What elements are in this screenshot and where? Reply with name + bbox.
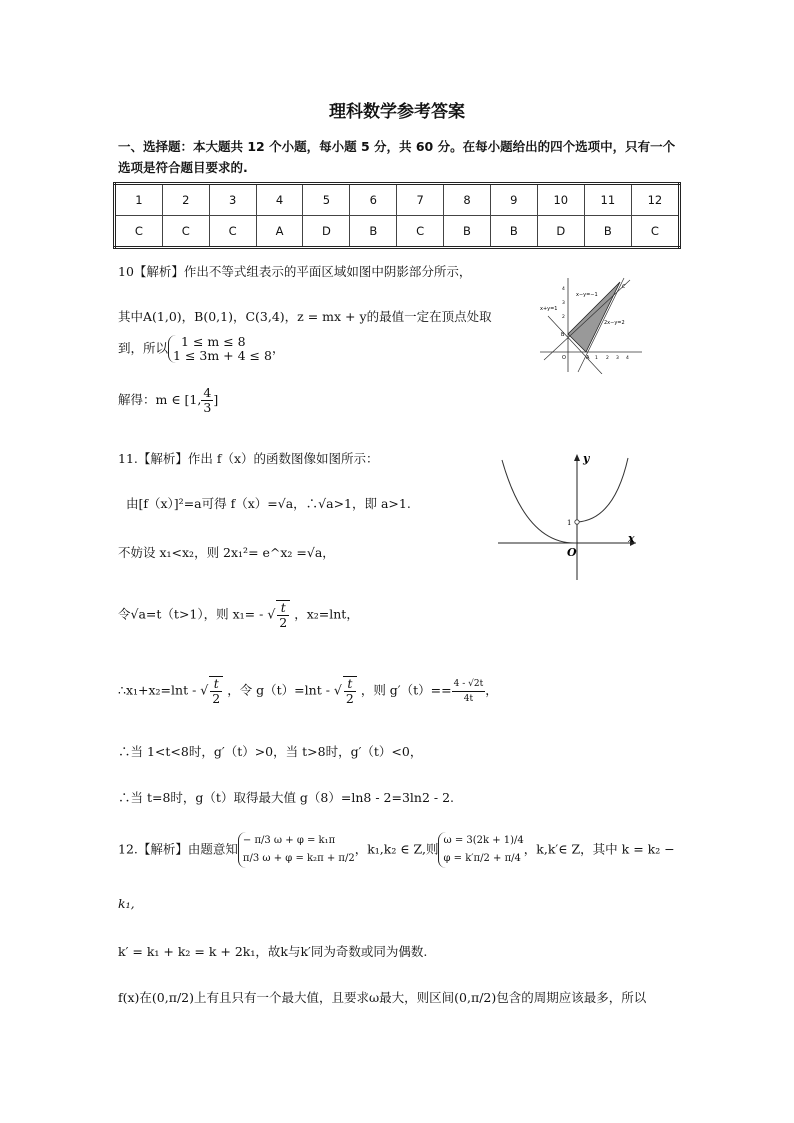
q11-line1: 11.【解析】作出 f（x）的函数图像如图所示：: [118, 451, 379, 466]
question-number-cell: 9: [490, 184, 537, 216]
q12-mid: ，k₁,k₂ ∈ Z,则: [354, 841, 439, 857]
q10-sol-prefix: 解得：m ∈ [1,: [118, 392, 202, 407]
q12-suffix: ，k,k′∈ Z，其中 k = k₂ −: [523, 841, 675, 857]
q10-fig-label-8: 2: [606, 356, 609, 361]
q12-eq3: ω = 3(2k + 1)/4: [443, 835, 524, 846]
q11-fig-y-arrow: [574, 454, 580, 461]
q11-line5: [118, 676, 498, 706]
answer-cell: B: [350, 216, 397, 248]
q12-eq4: φ = k′π/2 + π/4: [443, 853, 521, 864]
q10-sol-fraction: [201, 386, 213, 415]
q11-derivative-fraction: [452, 677, 486, 706]
q11-fig-open-point: [575, 520, 579, 524]
q11-sqrt-num: t: [277, 601, 289, 616]
q10-fig-label-1: x−y=−1: [576, 292, 598, 298]
q11-sqrt-b-den: 2: [345, 691, 354, 706]
q11-line4-prefix: 令√a=t（t>1），则 x₁= -: [118, 606, 264, 622]
q10-sol-den: 3: [203, 400, 212, 415]
q11-line5-suffix: ，则 g′（t）==: [360, 682, 452, 698]
question-number-cell: 2: [162, 184, 209, 216]
answer-cell: C: [397, 216, 444, 248]
question-number-cell: 3: [209, 184, 256, 216]
answer-cell: D: [303, 216, 350, 248]
q11-sqrt-a-num: t: [210, 677, 222, 692]
answer-cell: D: [537, 216, 584, 248]
q12-eq1: − π/3 ω + φ = k₁π: [242, 835, 336, 846]
q11-line6: ∴当 1<t<8时，g′（t）>0，当 t>8时，g′（t）<0，: [118, 744, 423, 759]
q11-line7: ∴当 t=8时，g（t）取得最大值 g（8）=ln8 - 2=3ln2 - 2.: [118, 790, 454, 805]
q12-prefix: 12.【解析】由题意知: [118, 841, 238, 857]
answer-cell: C: [115, 216, 163, 248]
q11-fig-label-o: O: [567, 546, 577, 559]
question-number-cell: 12: [631, 184, 679, 216]
q11-sqrt-a-den: 2: [212, 691, 221, 706]
q10-case2: 1 ≤ 3m + 4 ≤ 8: [173, 348, 272, 363]
q11-fig-right-branch: [577, 458, 628, 522]
q11-function-graph: [496, 450, 646, 582]
q10-solution: [118, 386, 218, 415]
q12-line3: k′ = k₁ + k₂ = k + 2k₁，故k与k′同为奇数或同为偶数.: [118, 944, 428, 959]
q11-line3: 不妨设 x₁<x₂，则 2x₁²= e^x₂ =√a，: [118, 545, 335, 560]
q10-fig-label-9: 3: [616, 356, 619, 361]
q11-line4: [118, 600, 359, 630]
q11-sqrt-den: 2: [279, 615, 288, 630]
q10-fig-label-2: 2x−y=2: [604, 320, 625, 326]
answer-cell: B: [490, 216, 537, 248]
question-number-cell: 10: [537, 184, 584, 216]
q10-line2: 其中A(1,0)，B(0,1)，C(3,4)，z = mx + y的最值一定在顶点处取: [118, 309, 492, 324]
q11-deriv-num: 4 - √2t: [452, 677, 486, 692]
q11-fig-label-x: x: [628, 532, 635, 545]
q12-line2: k₁,: [118, 896, 135, 911]
page-title: 理科数学参考答案: [329, 102, 465, 122]
q12-line4: f(x)在(0,π/2)上有且只有一个最大值，且要求ω最大，则区间(0,π/2)包含的周期应该最多，所以: [118, 990, 647, 1005]
q10-fig-label-10: 4: [626, 356, 629, 361]
q10-sol-suffix: ]: [213, 392, 219, 407]
q11-sqrt-b: √ $\frac{t}{2}$: [334, 676, 357, 706]
table-row-numbers: [115, 184, 680, 216]
q11-sqrt-a: √ $\frac{t}{2}$: [200, 676, 223, 706]
section-heading: 一、选择题：本大题共 12 个小题，每小题 5 分，共 60 分。在每小题给出的四个选项中，只有一个选项是符合题目要求的.: [118, 139, 676, 175]
question-number-cell: 1: [115, 184, 163, 216]
q12-system-2: [438, 832, 523, 868]
question-number-cell: 5: [303, 184, 350, 216]
q10-fig-label-11: 4: [562, 287, 565, 292]
answer-cell: C: [209, 216, 256, 248]
q10-fig-label-7: 1: [595, 356, 598, 361]
q11-line5-mid: ，令 g（t）=lnt -: [227, 682, 330, 698]
q11-fig-label-1: 1: [567, 519, 572, 527]
question-number-cell: 7: [397, 184, 444, 216]
q10-fig-label-13: 2: [562, 315, 565, 320]
q10-region-figure: [538, 276, 644, 374]
question-number-cell: 8: [444, 184, 491, 216]
question-number-cell: 6: [350, 184, 397, 216]
answer-cell: B: [444, 216, 491, 248]
question-number-cell: 11: [584, 184, 631, 216]
question-number-cell: 4: [256, 184, 303, 216]
q10-sol-num: 4: [203, 385, 212, 400]
q10-fig-label-12: 3: [562, 301, 565, 306]
answer-cell: C: [162, 216, 209, 248]
q10-line3: [118, 335, 284, 363]
q10-fig-label-4: A: [586, 355, 590, 361]
q12-system-1: [238, 832, 355, 868]
answer-cell: A: [256, 216, 303, 248]
answer-cell: C: [631, 216, 679, 248]
q11-line4-suffix: ，x₂=lnt，: [294, 606, 359, 622]
q10-line1: 10【解析】作出不等式组表示的平面区域如图中阴影部分所示，: [118, 264, 472, 279]
q10-case1: 1 ≤ m ≤ 8: [181, 334, 246, 349]
q11-line5-end: ，: [485, 682, 498, 698]
q10-line3-prefix: 到，所以: [118, 340, 169, 356]
q11-deriv-den: 4t: [463, 693, 474, 704]
q12-eq2: π/3 ω + φ = k₂π + π/2: [242, 853, 355, 864]
q10-fig-label-6: O: [562, 355, 566, 361]
q10-fig-label-0: x+y=1: [540, 306, 558, 312]
table-row-answers: [115, 216, 680, 248]
answer-table: [113, 182, 681, 249]
q11-fig-label-y: y: [583, 452, 590, 465]
q10-line3-suffix: ，: [271, 340, 285, 356]
q10-fig-label-3: C: [622, 284, 626, 290]
q12-line1: [118, 832, 675, 868]
answer-cell: B: [584, 216, 631, 248]
q10-fig-label-5: B: [561, 332, 565, 338]
q11-sqrt-t-over-2: √ $\frac{t}{2}$: [267, 600, 290, 630]
q11-sqrt-b-num: t: [344, 677, 356, 692]
q11-line2: 由[f（x）]²=a可得 f（x）=√a，∴√a>1，即 a>1.: [126, 496, 411, 511]
q11-fig-left-branch: [502, 460, 577, 543]
q10-inequality-system: [168, 335, 272, 363]
q11-line5-prefix: ∴x₁+x₂=lnt -: [118, 682, 197, 698]
